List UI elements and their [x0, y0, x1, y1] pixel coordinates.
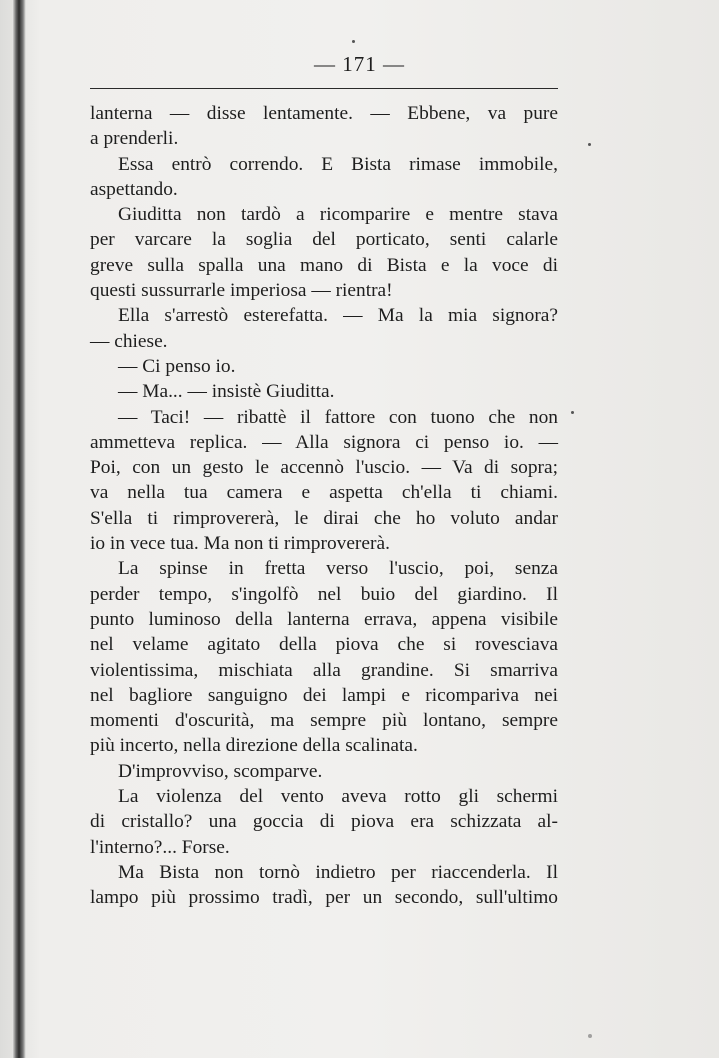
text-line: Giuditta non tardò a ricomparire e mentre stava [118, 204, 558, 226]
page-number: — 171 — [314, 52, 405, 76]
text-line: — Taci! — ribattè il fattore con tuono che non [118, 406, 558, 428]
binding-edge [12, 0, 26, 1058]
text-line: l'interno?... Forse. [90, 836, 230, 858]
text-line: momenti d'oscurità, ma sempre più lontano, sempre [90, 710, 558, 732]
text-line: — Ci penso io. [118, 355, 236, 377]
text-line: Poi, con un gesto le accennò l'uscio. — Va di sopra; [90, 457, 558, 479]
text-line: Ma Bista non tornò indietro per riaccenderla. Il [118, 861, 558, 883]
text-line: punto luminoso della lanterna errava, appena visibile [90, 608, 558, 630]
text-line: ammetteva replica. — Alla signora ci penso io. — [90, 431, 558, 453]
text-line: — chiese. [90, 330, 168, 352]
text-line: io in vece tua. Ma non ti rimprovererà. [90, 533, 390, 555]
text-line: per varcare la soglia del porticato, senti calarle [90, 229, 558, 251]
text-line: nel bagliore sanguigno dei lampi e ricompariva nei [90, 684, 558, 706]
body-text [90, 101, 558, 911]
text-line: lampo più prossimo tradì, per un secondo, sull'ultimo [90, 887, 558, 909]
text-line: di cristallo? una goccia di piova era schizzata al- [90, 811, 558, 833]
text-line: La spinse in fretta verso l'uscio, poi, senza [118, 558, 558, 580]
text-line: questi sussurrarle imperiosa — rientra! [90, 280, 393, 302]
text-line: va nella tua camera e aspetta ch'ella ti chiami. [90, 482, 558, 504]
text-line: a prenderli. [90, 128, 179, 150]
ink-speck [352, 40, 355, 43]
ink-speck [588, 143, 591, 146]
ink-speck [571, 411, 574, 414]
text-line: Essa entrò correndo. E Bista rimase immobile, [118, 153, 558, 175]
header-rule [90, 88, 558, 89]
text-line: La violenza del vento aveva rotto gli schermi [118, 786, 558, 808]
text-line: nel velame agitato della piova che si rovesciava [90, 634, 558, 656]
ink-speck [588, 1034, 592, 1038]
text-line: D'improvviso, scomparve. [118, 760, 323, 782]
text-line: lanterna — disse lentamente. — Ebbene, va pure [90, 103, 558, 124]
text-line: greve sulla spalla una mano di Bista e la voce di [90, 254, 558, 276]
text-line: aspettando. [90, 178, 178, 200]
text-line: Ella s'arrestò esterefatta. — Ma la mia signora? [118, 305, 558, 327]
text-line: S'ella ti rimprovererà, le dirai che ho voluto andar [90, 507, 558, 529]
text-line: — Ma... — insistè Giuditta. [118, 381, 335, 403]
text-line: più incerto, nella direzione della scalinata. [90, 735, 418, 757]
text-line: violentissima, mischiata alla grandine. Si smarriva [90, 659, 558, 681]
text-line: perder tempo, s'ingolfò nel buio del giardino. Il [90, 583, 558, 605]
